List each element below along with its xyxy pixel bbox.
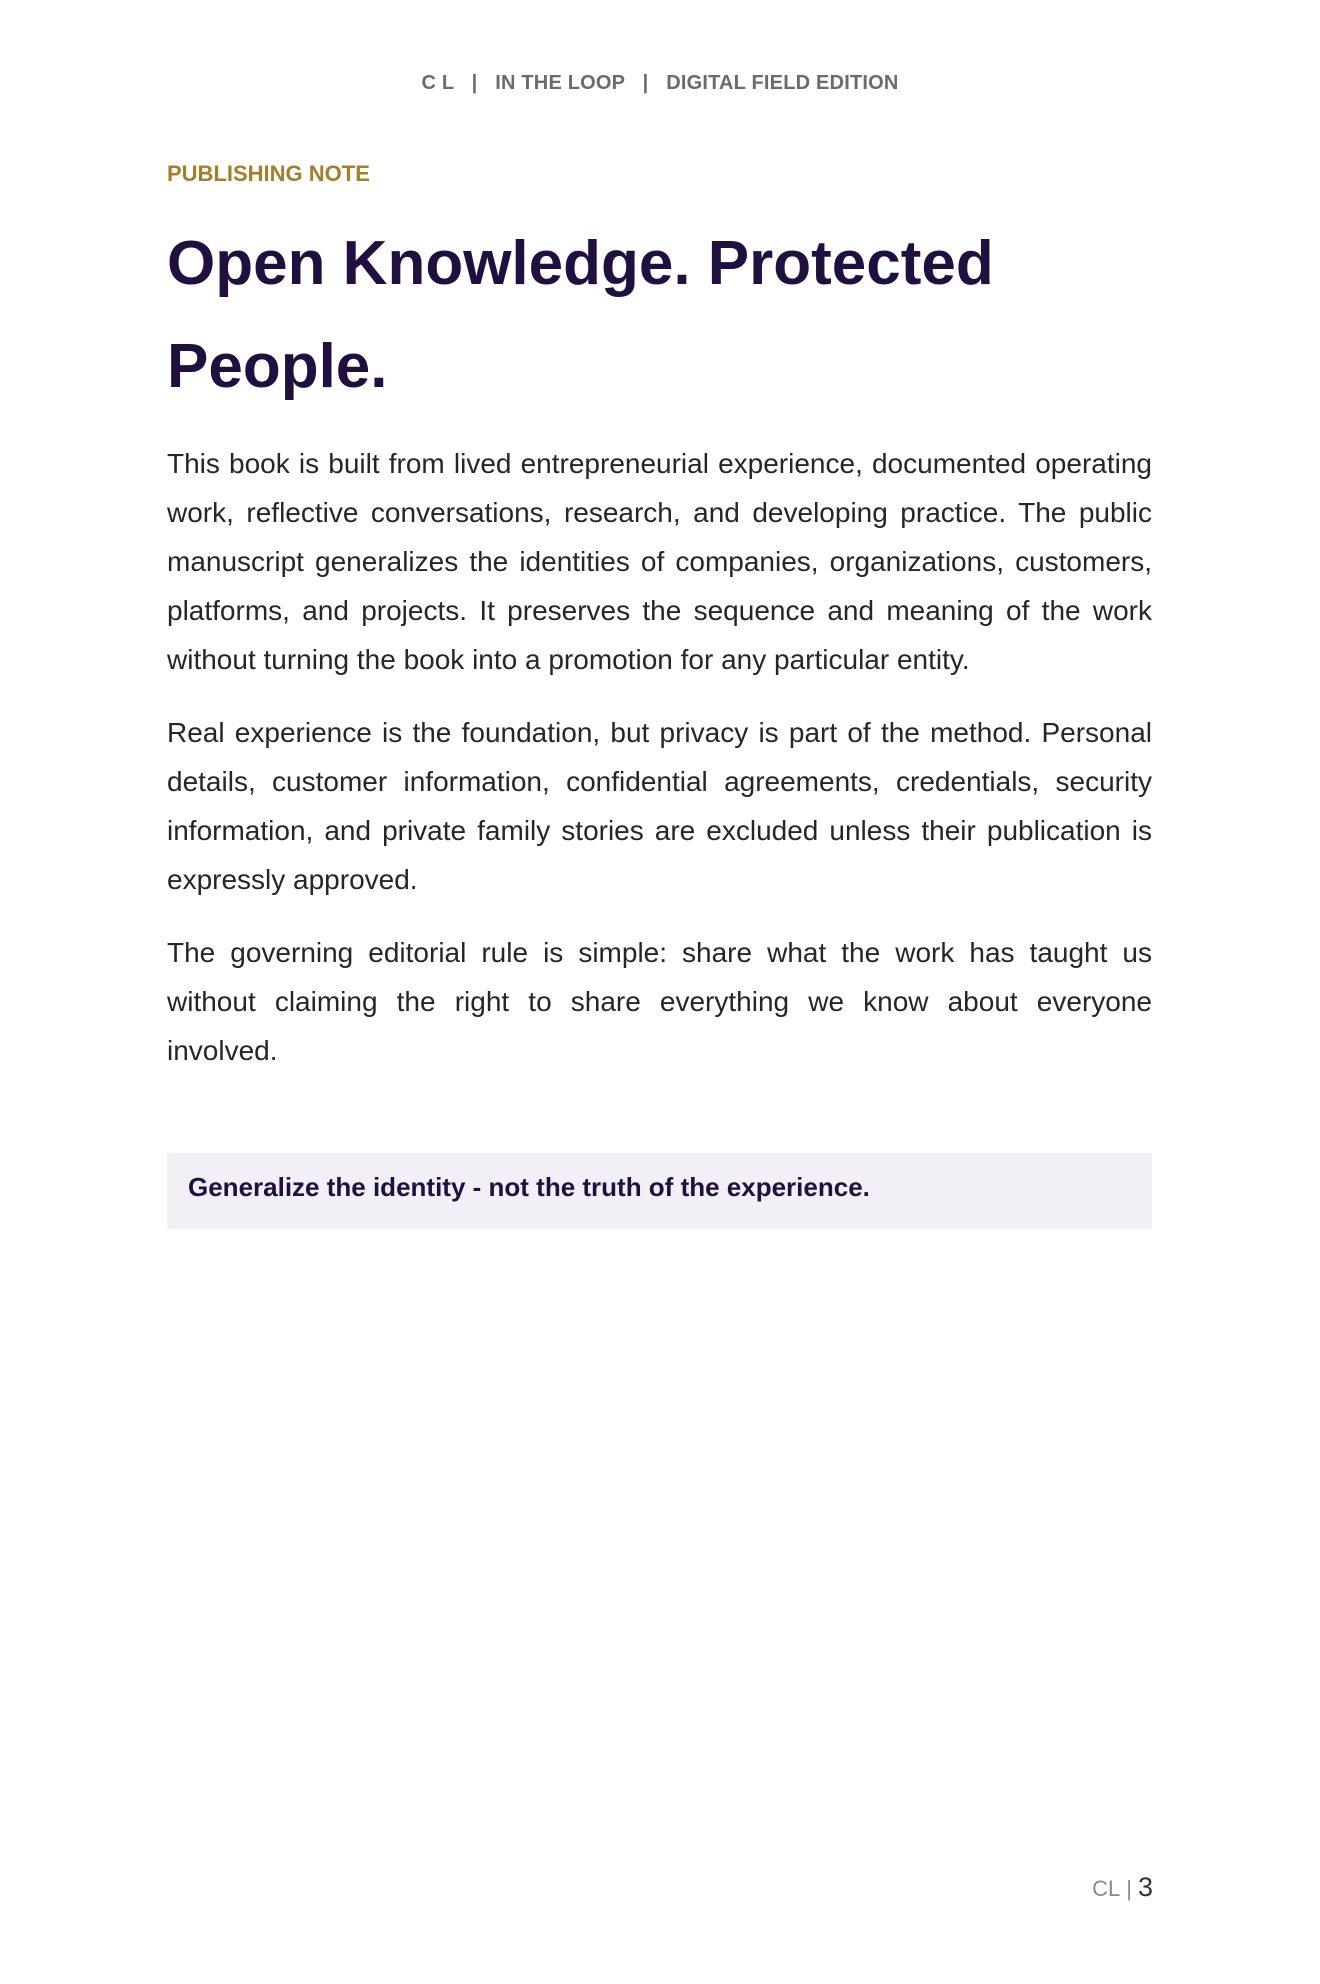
callout-text: Generalize the identity - not the truth of the experience. [188,1172,870,1202]
running-header [0,72,1320,95]
page-footer [1092,1872,1153,1903]
header-book-title: IN THE LOOP [495,72,625,94]
page-number: 3 [1137,1872,1153,1902]
page-title: Open Knowledge. Protected People. [167,229,994,401]
section-label: PUBLISHING NOTE [167,161,370,186]
header-book-initials: C L [421,72,454,94]
header-separator: | [642,72,649,94]
footer-label: CL [1092,1876,1121,1901]
footer-separator: | [1126,1876,1132,1901]
paragraph: This book is built from lived entrepreneurial experience, documented operating work, reflective conversations, research, and developing practice. The public manuscript generalizes the identities of companies, organizations, customers, platforms, and projects. It preserves the sequence and meaning of the work without turning the book into a promotion for any particular entity. [167,448,1152,675]
body-text [167,439,1152,1099]
paragraph: Real experience is the foundation, but privacy is part of the method. Personal details, customer information, confidential agreements, credentials, security information, and private family stories are excluded unless their publication is expressly approved. [167,717,1152,895]
header-separator: | [471,72,478,94]
callout-box [167,1153,1152,1229]
paragraph: The governing editorial rule is simple: share what the work has taught us without claiming the right to share everything we know about everyone involved. [167,937,1152,1066]
header-edition: DIGITAL FIELD EDITION [666,72,899,94]
